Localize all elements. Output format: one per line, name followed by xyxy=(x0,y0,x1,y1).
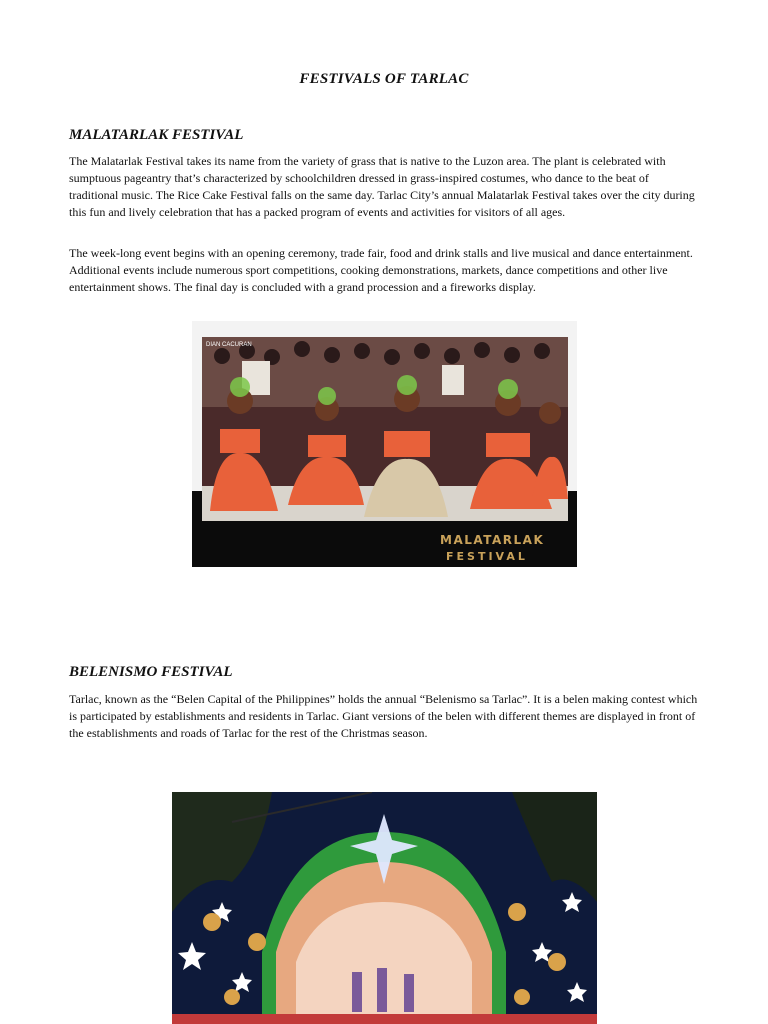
page-title: FESTIVALS OF TARLAC xyxy=(299,71,469,87)
malatarlak-paragraph-2: The week-long event begins with an opening ceremony, trade fair, food and drink stalls and live musical and dance entertainment. Additional events include numerous sport competitions, cooking demonstrations, markets, dance competitions and other live entertainment shows. The final day is concluded with a grand procession and a fireworks display. xyxy=(69,246,693,294)
section-heading-belenismo: BELENISMO FESTIVAL xyxy=(69,664,233,680)
malatarlak-festival-photo xyxy=(192,321,577,567)
belenismo-paragraph-1: Tarlac, known as the “Belen Capital of the Philippines” holds the annual “Belenismo sa Tarlac”. It is a belen making contest which is participated by establishments and residents in Tarlac. Giant versions of the belen with different themes are displayed in front of the establishments and roads of Tarlac for the rest of the Christmas season. xyxy=(69,692,698,740)
malatarlak-paragraph-1: The Malatarlak Festival takes its name from the variety of grass that is native to the Luzon area. The plant is celebrated with sumptuous pageantry that’s characterized by schoolchildren dressed in grass-inspired costumes, who dance to the beat of traditional music. The Rice Cake Festival falls on the same day. Tarlac City’s annual Malatarlak Festival takes over the city during this fun and lively celebration that has a packed program of events and activities for visitors of all ages. xyxy=(69,154,695,219)
belenismo-festival-photo xyxy=(172,792,597,1024)
section-heading-malatarlak: MALATARLAK FESTIVAL xyxy=(69,127,244,143)
photo-credit: DIAN CACURAN xyxy=(206,342,252,348)
photo-caption-line1: MALATARLAK xyxy=(440,533,545,547)
photo-caption-line2: FESTIVAL xyxy=(446,550,528,563)
